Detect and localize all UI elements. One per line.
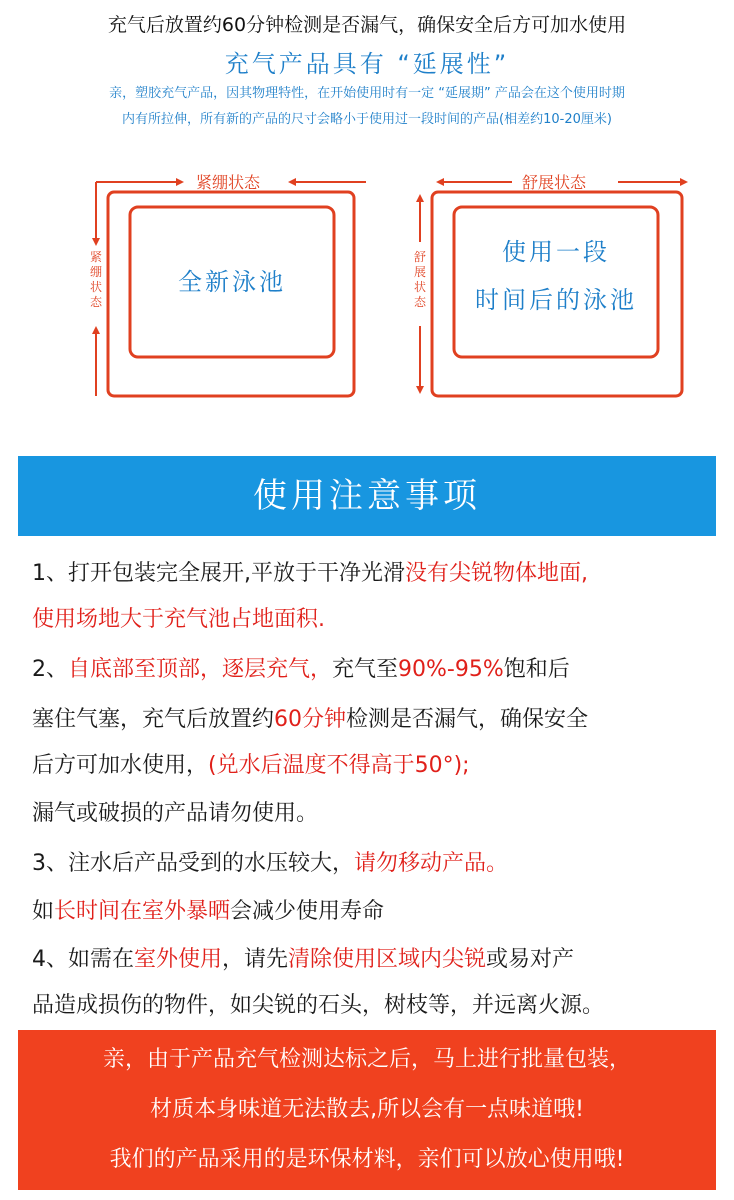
left-side-label: 紧绷状态 xyxy=(89,250,102,309)
extension-desc-2: 内有所拉伸，所有新的产品的尺寸会略小于使用过一段时间的产品(相差约10-20厘米) xyxy=(122,112,612,127)
extension-headline: 充气产品具有 “延展性” xyxy=(224,50,510,78)
note-4-line-2: 品造成损伤的物件，如尖锐的石头，树枝等，并远离火源。 xyxy=(32,993,605,1018)
extension-desc-1: 亲，塑胶充气产品，因其物理特性，在开始使用时有一定 “延展期” 产品会在这个使用时期 xyxy=(109,86,625,101)
top-notice: 充气后放置约60分钟检测是否漏气，确保安全后方可加水使用 xyxy=(107,14,627,36)
note-4-line-1 xyxy=(32,942,722,973)
note-text: 1、打开包装完全展开,平放于干净光滑 xyxy=(32,561,405,586)
footer-line-1: 亲，由于产品充气检测达标之后，马上进行批量包装， xyxy=(102,1047,631,1072)
notes-banner: 使用注意事项 xyxy=(18,456,716,536)
note-highlight: 清除使用区域内尖锐 xyxy=(288,947,487,972)
note-text: 或易对产 xyxy=(486,947,575,972)
right-box-text-1: 使用一段 xyxy=(502,238,610,266)
footer-notice xyxy=(18,1030,716,1190)
note-text: 3、注水后产品受到的水压较大， xyxy=(32,851,354,876)
note-text: 塞住气塞，充气后放置约 xyxy=(32,707,275,732)
note-highlight: 室外使用 xyxy=(134,947,223,972)
right-top-arrowhead-b xyxy=(680,178,688,186)
note-3-line-1 xyxy=(32,846,722,877)
right-side-arrowhead-b xyxy=(416,386,424,394)
left-top-arrowhead-b xyxy=(288,178,296,186)
note-text: 4、如需在 xyxy=(32,947,134,972)
note-2-line-4: 漏气或破损的产品请勿使用。 xyxy=(32,801,319,826)
note-2-line-1 xyxy=(32,652,722,683)
note-text: 饱和后 xyxy=(503,657,570,682)
note-text: 2、 xyxy=(32,657,68,682)
right-side-arrowhead-a xyxy=(416,194,424,202)
note-highlight: 长时间在室外暴晒 xyxy=(54,899,231,924)
footer-line-3: 我们的产品采用的是环保材料，亲们可以放心使用哦! xyxy=(109,1147,625,1172)
right-top-arrowhead-a xyxy=(436,178,444,186)
footer-line-2: 材质本身味道无法散去,所以会有一点味道哦! xyxy=(150,1097,584,1122)
right-side-label: 舒展状态 xyxy=(413,250,426,309)
note-3-line-2 xyxy=(32,894,722,925)
note-text: 会减少使用寿命 xyxy=(230,899,385,924)
note-text: 如 xyxy=(32,899,55,924)
left-box-text: 全新泳池 xyxy=(178,268,286,296)
left-side-arrowhead-b xyxy=(92,326,100,334)
note-highlight: 60分钟 xyxy=(274,707,347,732)
note-1-line-2: 使用场地大于充气池占地面积. xyxy=(32,607,325,632)
note-highlight: 自底部至顶部，逐层充气， xyxy=(68,657,333,682)
right-top-label: 舒展状态 xyxy=(522,173,587,192)
note-text: 后方可加水使用， xyxy=(32,753,209,778)
note-highlight: (兑水后温度不得高于50°); xyxy=(208,753,470,778)
note-highlight: 90%-95% xyxy=(398,657,504,682)
left-top-label: 紧绷状态 xyxy=(196,173,261,192)
note-2-line-2 xyxy=(32,702,722,733)
note-text: 充气至 xyxy=(332,657,399,682)
left-side-arrowhead-a xyxy=(92,238,100,246)
left-top-arrowhead-a xyxy=(176,178,184,186)
note-highlight: 请勿移动产品。 xyxy=(354,851,509,876)
right-box-text-2: 时间后的泳池 xyxy=(475,286,637,314)
extension-diagram xyxy=(0,150,734,410)
note-text: ，请先 xyxy=(222,947,289,972)
note-text: 检测是否漏气，确保安全 xyxy=(346,707,589,732)
note-1-line-1 xyxy=(32,556,722,587)
note-highlight: 没有尖锐物体地面, xyxy=(405,561,588,586)
note-2-line-3 xyxy=(32,748,722,779)
